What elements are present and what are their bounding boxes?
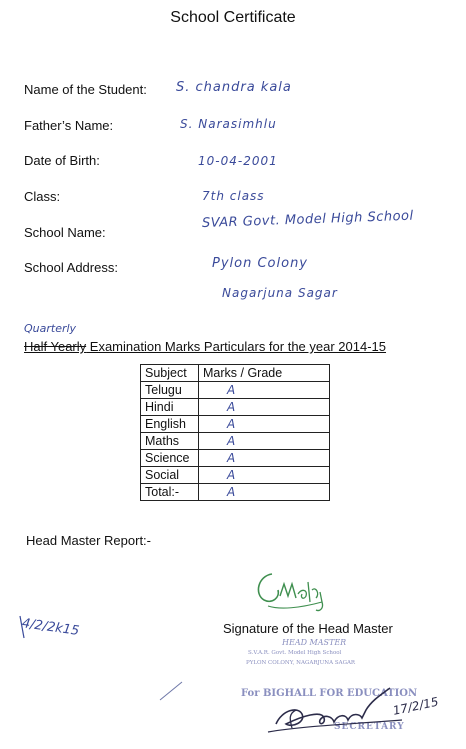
table-row bbox=[141, 382, 330, 399]
signature-label: Signature of the Head Master bbox=[223, 621, 393, 636]
grade-cell: A bbox=[199, 416, 330, 433]
table-header-subject: Subject bbox=[141, 365, 199, 382]
student-name-label: Name of the Student: bbox=[24, 82, 147, 97]
heading-rest-text: Examination Marks Particulars for the year 2014-15 bbox=[86, 339, 387, 354]
school-name-value: SVAR Govt. Model High School bbox=[201, 208, 414, 231]
heading-struck-text: Half Yearly bbox=[24, 339, 87, 354]
father-name-value: S. Narasimhlu bbox=[180, 117, 277, 131]
heading-correction: Quarterly bbox=[24, 322, 77, 335]
father-name-label: Father’s Name: bbox=[24, 118, 114, 133]
school-address-label: School Address: bbox=[24, 260, 118, 275]
grade-cell: A bbox=[199, 450, 330, 467]
subject-cell: Telugu bbox=[141, 382, 199, 399]
table-row bbox=[141, 484, 330, 501]
table-row bbox=[141, 467, 330, 484]
grade-cell: A bbox=[199, 467, 330, 484]
dob-value: 10-04-2001 bbox=[198, 154, 278, 168]
table-row bbox=[141, 416, 330, 433]
stamp-line-2: S.V.A.R. Govt. Model High School bbox=[248, 650, 342, 656]
left-date: 4/2/2k15 bbox=[20, 616, 81, 639]
society-stamp-line-2: SECRETARY bbox=[334, 722, 405, 732]
subject-cell: Science bbox=[141, 450, 199, 467]
pen-stroke-mark bbox=[156, 676, 186, 704]
subject-cell: Total:- bbox=[141, 484, 199, 501]
school-name-label: School Name: bbox=[24, 225, 106, 240]
class-label: Class: bbox=[24, 189, 61, 204]
grade-cell: A bbox=[199, 399, 330, 416]
stamp-line-3: PYLON COLONY, NAGARJUNA SAGAR bbox=[246, 660, 356, 666]
grade-cell: A bbox=[199, 382, 330, 399]
grade-cell: A bbox=[199, 433, 330, 450]
subject-cell: English bbox=[141, 416, 199, 433]
exam-heading bbox=[24, 339, 386, 354]
class-value: 7th class bbox=[202, 189, 265, 203]
dob-label: Date of Birth: bbox=[24, 153, 100, 168]
marks-table bbox=[140, 364, 330, 501]
student-name-value: S. chandra kala bbox=[176, 80, 292, 95]
society-stamp-line-1: For BIGHALL FOR EDUCATION bbox=[241, 688, 418, 699]
table-row bbox=[141, 433, 330, 450]
address-line2-value: Nagarjuna Sagar bbox=[222, 286, 338, 300]
tick-mark-icon bbox=[16, 612, 36, 642]
document-title: School Certificate bbox=[170, 9, 296, 26]
headmaster-initials-signature bbox=[250, 568, 330, 614]
head-master-report-label: Head Master Report:- bbox=[26, 533, 151, 548]
table-header-row bbox=[141, 365, 330, 382]
subject-cell: Social bbox=[141, 467, 199, 484]
secretary-date: 17/2/15 bbox=[391, 694, 440, 718]
stamp-line-1: HEAD MASTER bbox=[282, 638, 347, 647]
secretary-signature bbox=[262, 680, 412, 738]
subject-cell: Hindi bbox=[141, 399, 199, 416]
subject-cell: Maths bbox=[141, 433, 199, 450]
table-header-grade: Marks / Grade bbox=[199, 365, 330, 382]
address-line1-value: Pylon Colony bbox=[212, 256, 308, 271]
grade-cell: A bbox=[199, 484, 330, 501]
table-row bbox=[141, 450, 330, 467]
table-row bbox=[141, 399, 330, 416]
